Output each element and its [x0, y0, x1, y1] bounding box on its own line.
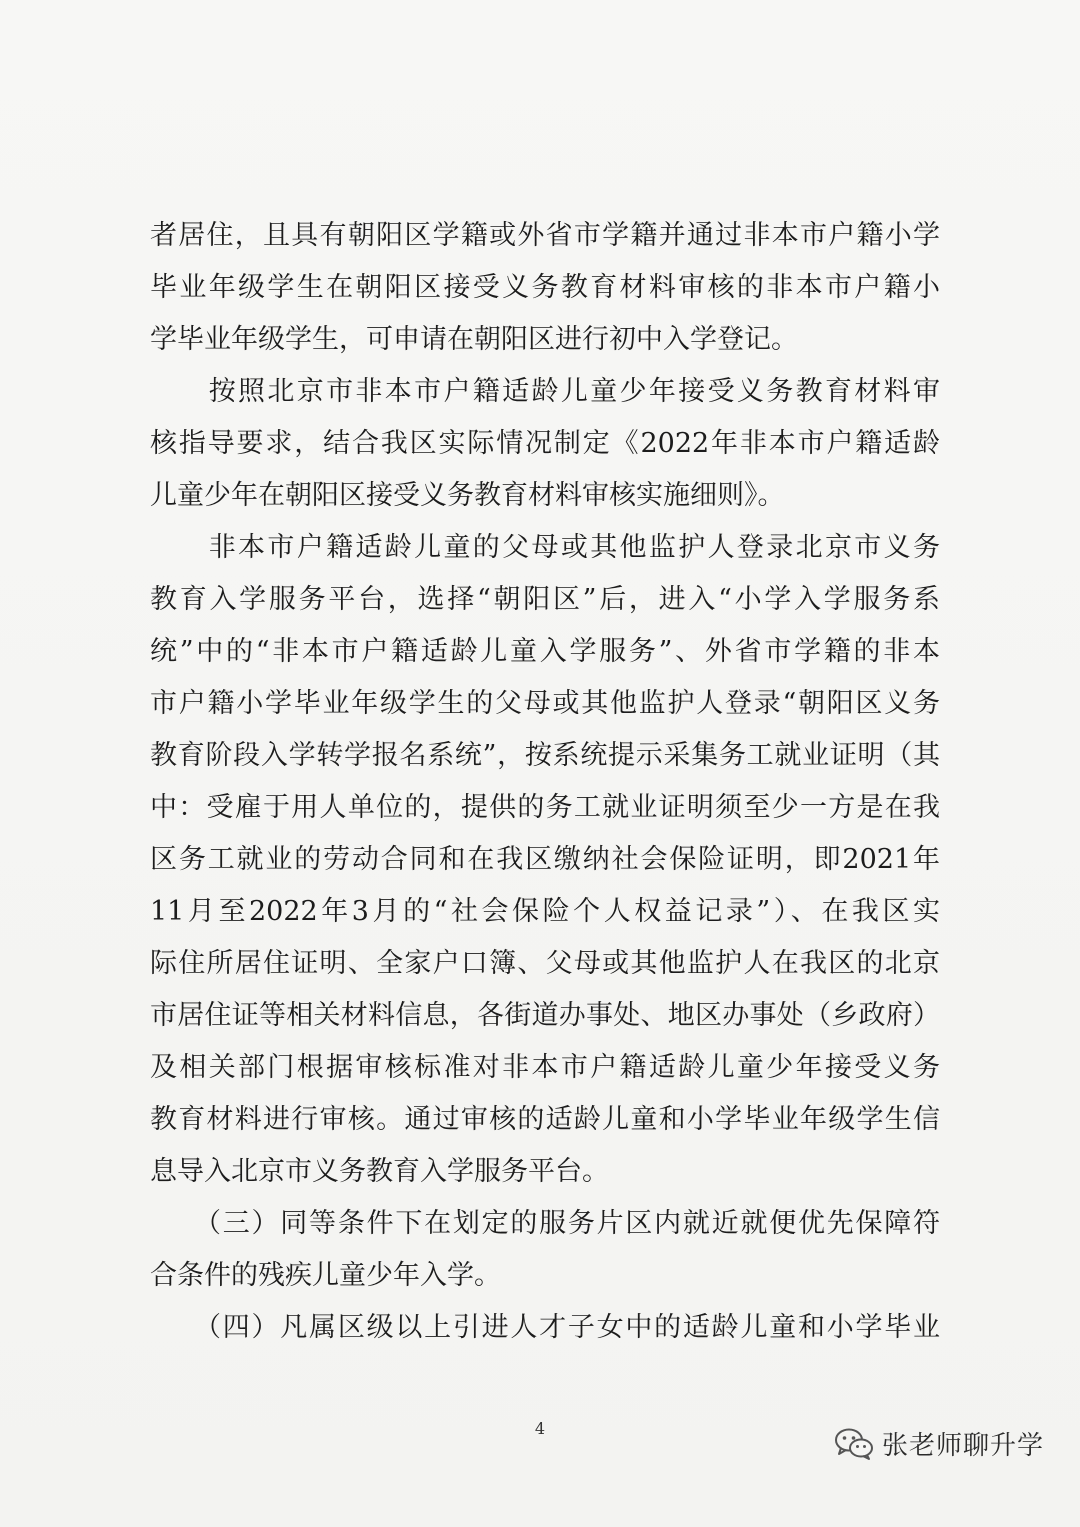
- text-line: 市居住证等相关材料信息，各街道办事处、地区办事处（乡政府）: [150, 1000, 940, 1031]
- text-line: 按照北京市非本市户籍适龄儿童少年接受义务教育材料审: [150, 376, 940, 407]
- text-line: 核指导要求，结合我区实际情况制定《2022年非本市户籍适龄: [150, 428, 940, 459]
- text-line: 息导入北京市义务教育入学服务平台。: [150, 1156, 609, 1187]
- text-line: 中：受雇于用人单位的，提供的务工就业证明须至少一方是在我: [150, 792, 940, 823]
- text-line: 11月至2022年3月的“社会保险个人权益记录”）、在我区实: [150, 896, 940, 927]
- text-line: 及相关部门根据审核标准对非本市户籍适龄儿童少年接受义务: [150, 1052, 940, 1083]
- text-line: （四）凡属区级以上引进人才子女中的适龄儿童和小学毕业: [150, 1312, 940, 1343]
- text-line: 市户籍小学毕业年级学生的父母或其他监护人登录“朝阳区义务: [150, 688, 940, 719]
- text-line: 合条件的残疾儿童少年入学。: [150, 1260, 501, 1291]
- text-line: 教育阶段入学转学报名系统”，按系统提示采集务工就业证明（其: [150, 740, 940, 771]
- watermark-text: 张老师聊升学: [881, 1431, 1044, 1461]
- text-line: 学毕业年级学生，可申请在朝阳区进行初中入学登记。: [150, 324, 798, 355]
- text-line: 毕业年级学生在朝阳区接受义务教育材料审核的非本市户籍小: [150, 272, 940, 303]
- page-number: 4: [534, 1419, 546, 1438]
- text-line: 际住所居住证明、全家户口簿、父母或其他监护人在我区的北京: [150, 948, 940, 979]
- text-line: （三）同等条件下在划定的服务片区内就近就便优先保障符: [150, 1208, 940, 1239]
- text-line: 者居住，且具有朝阳区学籍或外省市学籍并通过非本市户籍小学: [150, 220, 940, 251]
- text-line: 区务工就业的劳动合同和在我区缴纳社会保险证明，即2021年: [150, 844, 940, 875]
- text-line: 儿童少年在朝阳区接受义务教育材料审核实施细则》。: [150, 480, 785, 511]
- text-line: 统”中的“非本市户籍适龄儿童入学服务”、外省市学籍的非本: [150, 636, 940, 667]
- text-line: 非本市户籍适龄儿童的父母或其他监护人登录北京市义务: [150, 532, 940, 563]
- watermark: [834, 1425, 1044, 1462]
- wechat-icon: [834, 1427, 874, 1461]
- text-line: 教育材料进行审核。通过审核的适龄儿童和小学毕业年级学生信: [150, 1104, 940, 1135]
- document-body: [150, 210, 940, 1354]
- text-line: 教育入学服务平台，选择“朝阳区”后，进入“小学入学服务系: [150, 584, 940, 615]
